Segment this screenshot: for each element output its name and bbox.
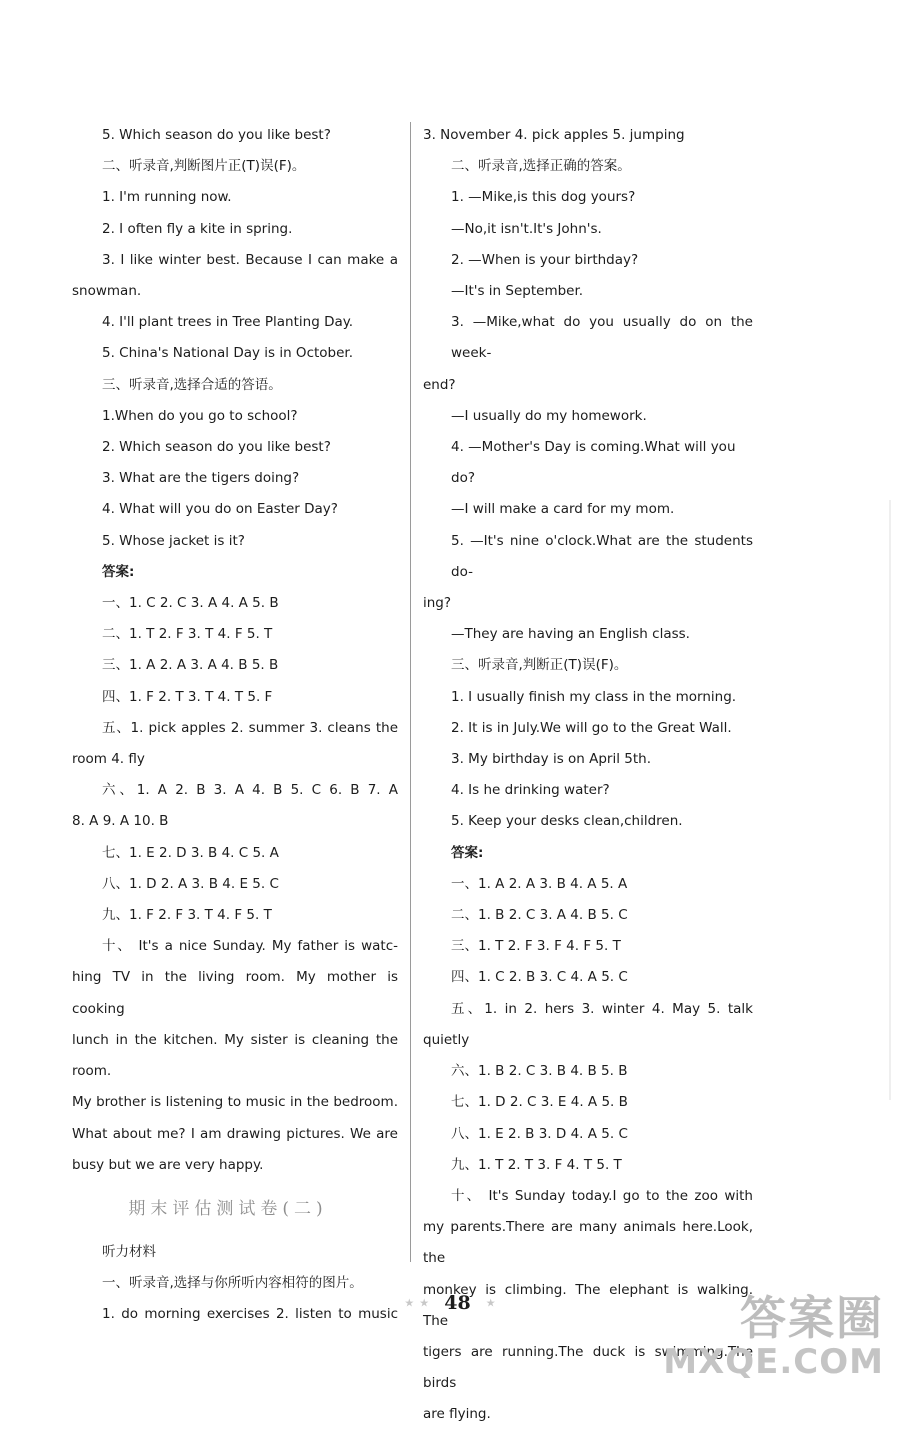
text-line: are flying.: [423, 1406, 491, 1423]
text-line: 一、1. C 2. C 3. A 4. A 5. B: [102, 595, 279, 612]
text-line: My brother is listening to music in the bedroom.: [72, 1094, 398, 1111]
text-line: hing TV in the living room. My mother is cooking: [72, 969, 398, 1017]
text-line: 二、1. T 2. F 3. T 4. F 5. T: [102, 626, 273, 643]
text-line: 十、 It's Sunday today.I go to the zoo with: [451, 1187, 753, 1204]
text-line: 三、1. T 2. F 3. F 4. F 5. T: [451, 938, 621, 955]
text-line: 六、1. B 2. C 3. B 4. B 5. B: [451, 1063, 628, 1080]
text-line: What about me? I am drawing pictures. We are: [72, 1125, 398, 1142]
text-line: 三、听录音,判断正(T)误(F)。: [451, 657, 628, 674]
left-after-title-lines: [72, 1237, 398, 1331]
right-lines: [423, 120, 753, 1431]
text-line: busy but we are very happy.: [72, 1156, 264, 1173]
text-line: 三、1. A 2. A 3. A 4. B 5. B: [102, 657, 279, 674]
left-column: [72, 120, 398, 1331]
text-line: —No,it isn't.It's John's.: [451, 220, 602, 237]
text-line: 5. Keep your desks clean,children.: [451, 813, 683, 830]
text-line: 二、1. B 2. C 3. A 4. B 5. C: [451, 907, 628, 924]
text-line: 3. —Mike,what do you usually do on the week-: [451, 314, 753, 362]
text-line: 2. It is in July.We will go to the Great Wall.: [451, 719, 732, 736]
text-line: 5. Whose jacket is it?: [102, 532, 245, 549]
star-icon: ★: [404, 1296, 415, 1310]
scan-edge-line: [889, 500, 891, 1100]
text-line: 5. China's National Day is in October.: [102, 345, 354, 362]
text-line: 2. Which season do you like best?: [102, 439, 331, 456]
text-line: 听力材料: [102, 1243, 156, 1260]
text-line: 8. A 9. A 10. B: [72, 813, 169, 830]
text-line: tigers are running.The duck is swimming.The birds: [423, 1343, 753, 1392]
text-line: 九、1. T 2. T 3. F 4. T 5. T: [451, 1156, 622, 1173]
watermark-site-text: MXQE.COM: [663, 1342, 884, 1382]
text-line: 一、听录音,选择与你所听内容相符的图片。: [102, 1275, 363, 1292]
text-line: snowman.: [72, 283, 142, 300]
text-line: lunch in the kitchen. My sister is cleaning the room.: [72, 1031, 398, 1080]
text-line: —It's in September.: [451, 283, 584, 300]
text-line: 十、 It's a nice Sunday. My father is watc-: [102, 938, 398, 955]
text-line: 4. What will you do on Easter Day?: [102, 501, 338, 518]
text-line: —I will make a card for my mom.: [451, 501, 675, 518]
text-line: 3. November 4. pick apples 5. jumping: [423, 127, 685, 143]
text-line: 4. —Mother's Day is coming.What will you do?: [451, 439, 736, 487]
text-line: end?: [423, 376, 456, 393]
text-line: 5. —It's nine o'clock.What are the students do-: [451, 532, 753, 580]
text-line: 七、1. D 2. C 3. E 4. A 5. B: [451, 1094, 628, 1111]
text-line: quietly: [423, 1031, 470, 1048]
text-line: 一、1. A 2. A 3. B 4. A 5. A: [451, 875, 628, 892]
text-line: 九、1. F 2. F 3. T 4. F 5. T: [102, 907, 272, 924]
text-line: —I usually do my homework.: [451, 407, 647, 424]
text-line: 七、1. E 2. D 3. B 4. C 5. A: [102, 844, 279, 861]
text-line: 六、1. A 2. B 3. A 4. B 5. C 6. B 7. A: [102, 782, 398, 799]
right-column: [423, 120, 753, 1431]
text-line: 4. I'll plant trees in Tree Planting Day.: [102, 314, 354, 331]
section-title: 期末评估测试卷(二): [128, 1198, 328, 1219]
text-line: 二、听录音,判断图片正(T)误(F)。: [102, 158, 306, 175]
watermark-logo-text: 答案圈: [740, 1291, 884, 1345]
text-line: 2. I often fly a kite in spring.: [102, 220, 293, 237]
text-line: 1. do morning exercises 2. listen to music: [102, 1306, 398, 1323]
watermark: [663, 1282, 888, 1382]
text-line: —They are having an English class.: [451, 626, 690, 643]
text-line: 1.When do you go to school?: [102, 407, 298, 424]
text-line: 四、1. C 2. B 3. C 4. A 5. C: [451, 969, 628, 986]
text-line: 1. —Mike,is this dog yours?: [451, 189, 636, 206]
text-line: 1. I'm running now.: [102, 189, 232, 206]
star-icon: ★: [485, 1296, 496, 1310]
text-line: 八、1. D 2. A 3. B 4. E 5. C: [102, 875, 279, 892]
text-line: ing?: [423, 595, 452, 612]
text-line: monkey is climbing. The elephant is walking. The: [423, 1281, 753, 1329]
text-line: 八、1. E 2. B 3. D 4. A 5. C: [451, 1125, 628, 1142]
text-line: 二、听录音,选择正确的答案。: [451, 158, 631, 175]
text-line: room 4. fly: [72, 751, 145, 768]
text-line: 五、1. pick apples 2. summer 3. cleans the: [102, 719, 398, 736]
text-line: 2. —When is your birthday?: [451, 251, 639, 268]
text-line: 四、1. F 2. T 3. T 4. T 5. F: [102, 688, 273, 705]
text-line: 5. Which season do you like best?: [102, 127, 331, 143]
page-number: 48: [444, 1292, 471, 1314]
text-line: my parents.There are many animals here.Look, the: [423, 1219, 753, 1267]
text-line: 1. I usually finish my class in the morning.: [451, 688, 737, 705]
text-line: 三、听录音,选择合适的答语。: [102, 376, 282, 393]
text-line: 3. I like winter best. Because I can make a: [102, 251, 398, 268]
left-lines: [72, 120, 398, 1181]
text-line: 3. What are the tigers doing?: [102, 470, 300, 487]
text-line: 答案:: [451, 844, 484, 861]
text-line: 答案:: [102, 563, 135, 580]
text-line: 4. Is he drinking water?: [451, 782, 610, 799]
text-line: 3. My birthday is on April 5th.: [451, 751, 652, 768]
text-line: 五、1. in 2. hers 3. winter 4. May 5. talk: [451, 1000, 753, 1017]
star-icon: ★: [419, 1296, 430, 1310]
column-divider: [410, 122, 411, 1262]
